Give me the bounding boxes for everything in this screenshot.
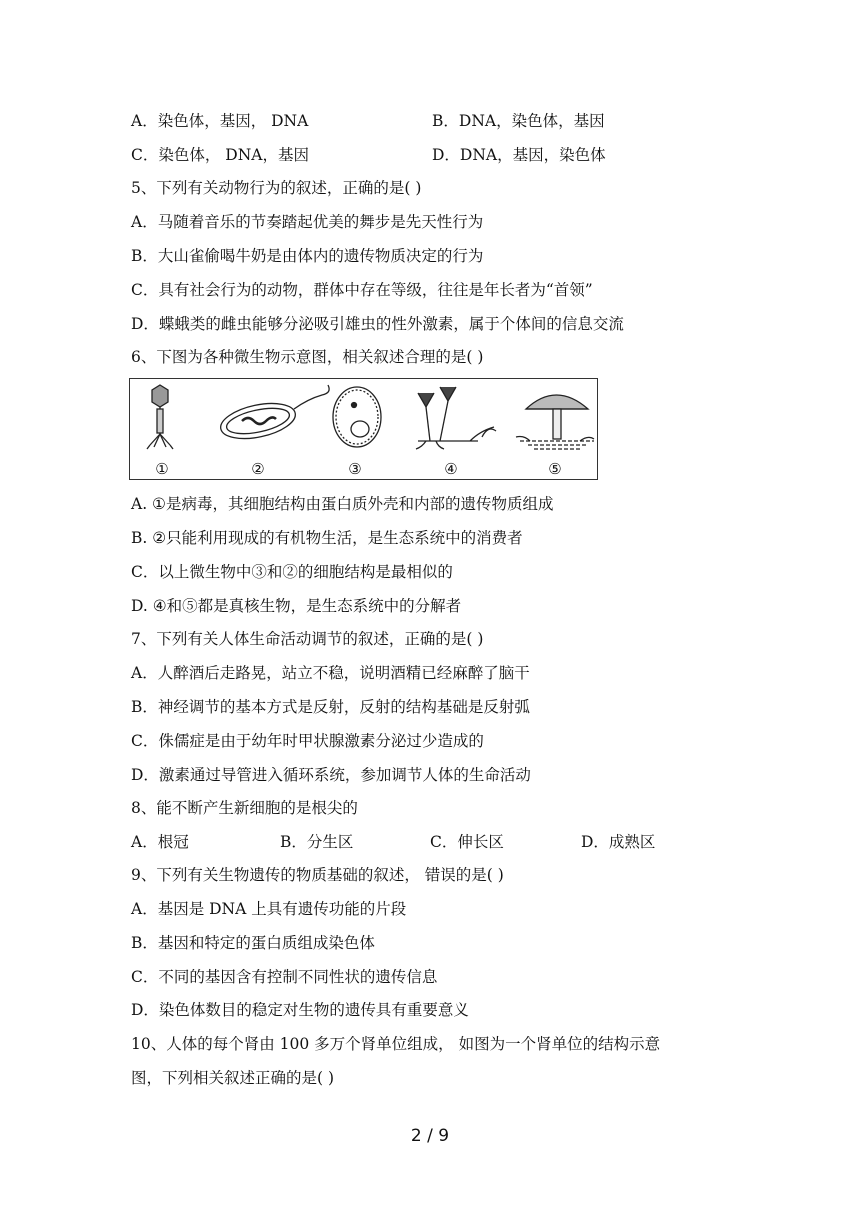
q8-option-c: C．伸长区 bbox=[430, 833, 504, 851]
penicillium-drawing bbox=[416, 387, 496, 449]
q6-option-b: B. ②只能利用现成的有机物生活，是生态系统中的消费者 bbox=[131, 529, 523, 547]
q9-stem: 9、下列有关生物遗传的物质基础的叙述， 错误的是( ) bbox=[131, 866, 504, 884]
mushroom-drawing bbox=[516, 395, 594, 449]
q9-option-d: D．染色体数目的稳定对生物的遗传具有重要意义 bbox=[131, 1001, 469, 1019]
q6-option-c: C．以上微生物中③和②的细胞结构是最相似的 bbox=[131, 563, 453, 581]
q9-option-b: B．基因和特定的蛋白质组成染色体 bbox=[131, 934, 375, 952]
figure-label-4: ④ bbox=[444, 460, 458, 478]
q5-option-b: B．大山雀偷喝牛奶是由体内的遗传物质决定的行为 bbox=[131, 247, 484, 265]
q4-option-c: C．染色体， DNA，基因 bbox=[131, 146, 309, 164]
q6-stem: 6、下图为各种微生物示意图，相关叙述合理的是( ) bbox=[131, 348, 484, 366]
q8-stem: 8、能不断产生新细胞的是根尖的 bbox=[131, 799, 358, 817]
q4-option-d: D．DNA，基因，染色体 bbox=[432, 146, 606, 164]
yeast-cell-drawing bbox=[333, 387, 381, 447]
q5-option-c: C．具有社会行为的动物，群体中存在等级，往往是年长者为“首领” bbox=[131, 281, 593, 299]
q8-option-b: B．分生区 bbox=[280, 833, 354, 851]
figure-label-3: ③ bbox=[348, 460, 362, 478]
q7-stem: 7、下列有关人体生命活动调节的叙述，正确的是( ) bbox=[131, 630, 484, 648]
q7-option-d: D．激素通过导管进入循环系统，参加调节人体的生命活动 bbox=[131, 766, 531, 784]
q10-stem-line1: 10、人体的每个肾由 100 多万个肾单位组成， 如图为一个肾单位的结构示意 bbox=[131, 1035, 661, 1053]
q10-stem-line2: 图，下列相关叙述正确的是( ) bbox=[131, 1069, 335, 1087]
q7-option-a: A．人醉酒后走路晃，站立不稳，说明酒精已经麻醉了脑干 bbox=[131, 664, 530, 682]
microorganism-figure bbox=[129, 378, 598, 480]
q6-option-a: A. ①是病毒，其细胞结构由蛋白质外壳和内部的遗传物质组成 bbox=[131, 495, 554, 513]
q5-option-a: A．马随着音乐的节奏踏起优美的舞步是先天性行为 bbox=[131, 213, 484, 231]
bacterium-drawing bbox=[218, 385, 330, 445]
q4-option-a: A．染色体，基因， DNA bbox=[131, 112, 309, 130]
figure-label-2: ② bbox=[251, 460, 265, 478]
q9-option-a: A．基因是 DNA 上具有遗传功能的片段 bbox=[131, 900, 407, 918]
q7-option-b: B．神经调节的基本方式是反射，反射的结构基础是反射弧 bbox=[131, 698, 530, 716]
q9-option-c: C．不同的基因含有控制不同性状的遗传信息 bbox=[131, 968, 438, 986]
q6-option-d: D. ④和⑤都是真核生物，是生态系统中的分解者 bbox=[131, 597, 462, 615]
bacteriophage-drawing bbox=[147, 385, 173, 449]
figure-label-1: ① bbox=[155, 460, 169, 478]
q8-option-d: D．成熟区 bbox=[581, 833, 656, 851]
figure-label-5: ⑤ bbox=[548, 460, 562, 478]
q4-option-b: B．DNA，染色体，基因 bbox=[432, 112, 605, 130]
q5-option-d: D．蝶蛾类的雌虫能够分泌吸引雄虫的性外激素，属于个体间的信息交流 bbox=[131, 315, 624, 333]
q5-stem: 5、下列有关动物行为的叙述，正确的是( ) bbox=[131, 179, 422, 197]
page-number: 2 / 9 bbox=[410, 1126, 450, 1146]
q7-option-c: C．侏儒症是由于幼年时甲状腺激素分泌过少造成的 bbox=[131, 732, 484, 750]
q8-option-a: A．根冠 bbox=[131, 833, 189, 851]
